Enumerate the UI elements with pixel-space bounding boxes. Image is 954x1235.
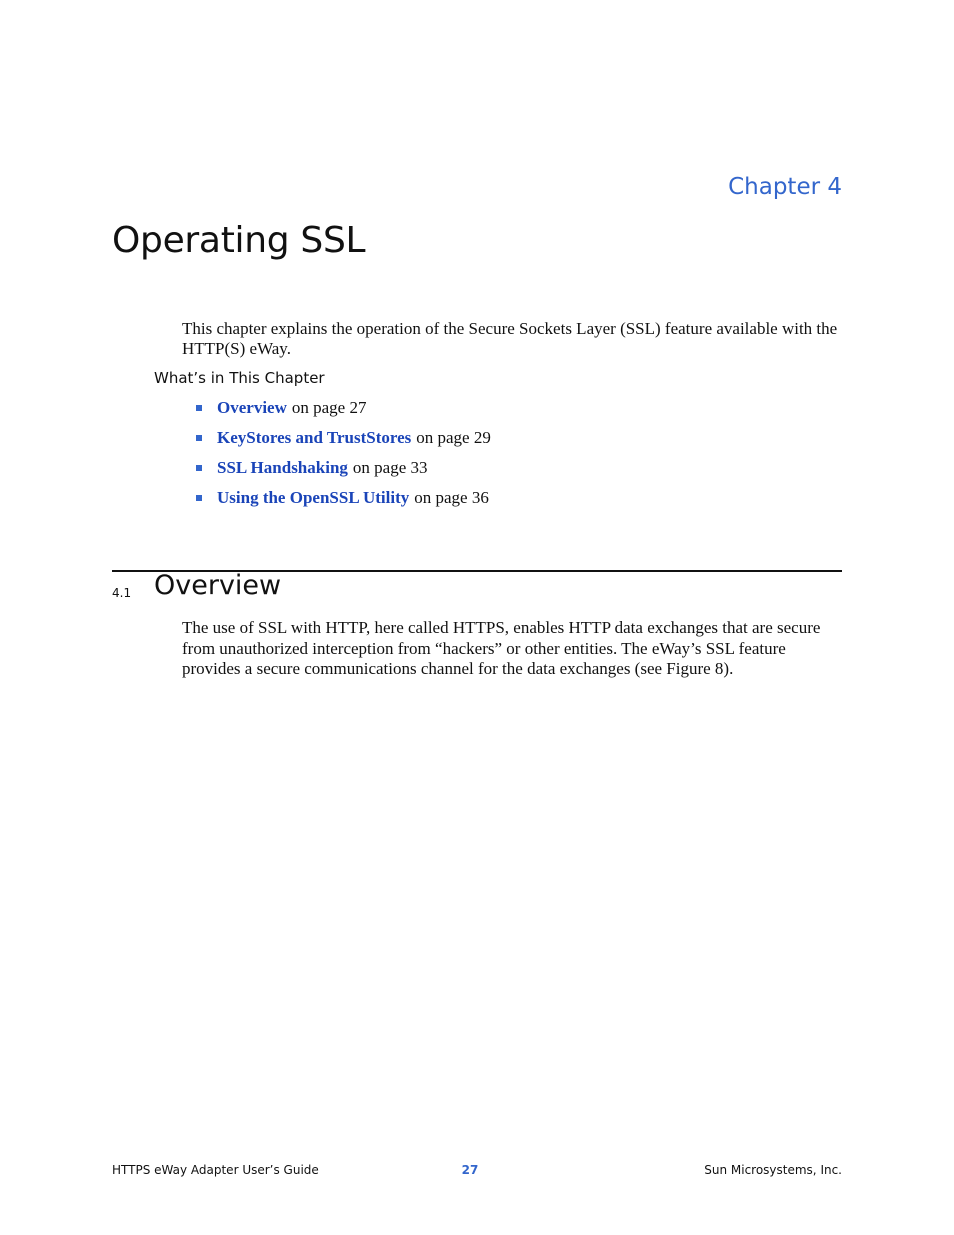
section-number: 4.1 (112, 586, 132, 600)
chapter-intro: This chapter explains the operation of the Secure Sockets Layer (SSL) feature available with the HTTP(S) eWay. (182, 319, 838, 358)
footer-guide-title: HTTPS eWay Adapter User’s Guide (112, 1163, 319, 1177)
toc-page-ref: on page 27 (291, 398, 367, 417)
toc-page-ref: on page 36 (414, 488, 489, 507)
section-title: Overview (154, 570, 282, 601)
chapter-title: Operating SSL (112, 220, 366, 261)
toc-list (196, 397, 491, 517)
toc-item-keystores (196, 427, 491, 457)
footer-page-number: 27 (461, 1163, 479, 1177)
toc-page-ref: on page 33 (352, 458, 428, 477)
footer-company: Sun Microsystems, Inc. (704, 1163, 842, 1177)
square-bullet-icon (196, 435, 202, 441)
toc-link-ssl-handshaking[interactable]: SSL Handshaking (217, 458, 348, 477)
toc-link-keystores[interactable]: KeyStores and TrustStores (217, 428, 412, 447)
toc-link-openssl-utility[interactable]: Using the OpenSSL Utility (217, 488, 410, 507)
toc-page-ref: on page 29 (416, 428, 491, 447)
square-bullet-icon (196, 405, 202, 411)
toc-item-ssl-handshaking (196, 457, 491, 487)
chapter-label: Chapter 4 (728, 174, 842, 200)
square-bullet-icon (196, 465, 202, 471)
toc-item-openssl-utility (196, 487, 491, 517)
toc-link-overview[interactable]: Overview (217, 398, 287, 417)
toc-item-overview (196, 397, 491, 427)
square-bullet-icon (196, 495, 202, 501)
toc-heading: What’s in This Chapter (154, 369, 325, 387)
section-body: The use of SSL with HTTP, here called HTTPS, enables HTTP data exchanges that are secure from unauthorized interception from “hackers” or other entities. The eWay’s SSL feature provides a secure communications channel for the data exchanges (see Figure 8). (182, 618, 821, 678)
